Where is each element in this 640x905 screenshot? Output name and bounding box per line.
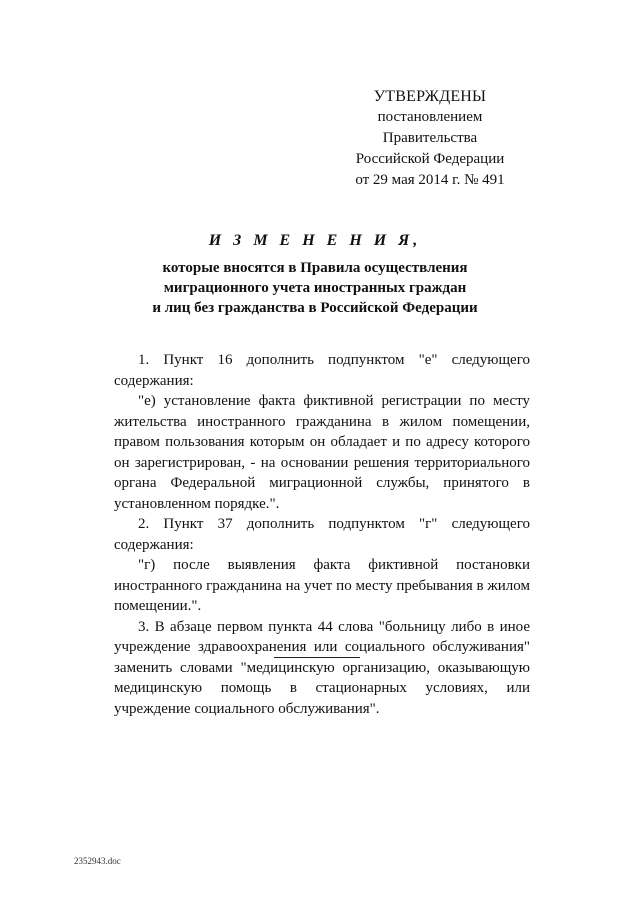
document-title-block bbox=[100, 232, 530, 318]
end-separator-line bbox=[274, 657, 360, 658]
document-file-code: 2352943.doc bbox=[74, 856, 121, 866]
approval-block bbox=[330, 86, 530, 191]
paragraph-item-1-text: "е) установление факта фиктивной регистрации по месту жительства иностранного гражданина в жилом помещении, правом пользования которым он обладает и по адресу которого он зарегистрирован, - на основании решения территориального органа Федеральной миграционной службы, принятого в установленном порядке.". bbox=[114, 393, 530, 512]
document-subtitle-line-2: миграционного учета иностранных граждан bbox=[163, 280, 467, 296]
paragraph-item-2-text: "г) после выявления факта фиктивной постановки иностранного гражданина на учет по месту пребывания в жилом помещении.". bbox=[114, 557, 530, 614]
document-subtitle-line-3: и лиц без гражданства в Российской Федерации bbox=[152, 300, 478, 316]
document-heading: И З М Е Н Е Н И Я, bbox=[208, 232, 422, 249]
paragraph-item-2: 2. Пункт 37 дополнить подпунктом "г" следующего содержания: bbox=[114, 516, 530, 553]
document-body bbox=[114, 350, 530, 719]
document-subtitle-line-1: которые вносятся в Правила осуществления bbox=[162, 260, 468, 276]
paragraph-item-3: 3. В абзаце первом пункта 44 слова "больницу либо в иное учреждение здравоохранения или социального обслуживания" заменить словами "медицинскую организацию, оказывающую медицинскую помощь в стационарных условиях, или учреждение социального обслуживания". bbox=[114, 618, 530, 717]
approval-line-1: постановлением Правительства bbox=[377, 109, 483, 146]
approval-line-2: Российской Федерации bbox=[355, 151, 505, 167]
approval-line-3: от 29 мая 2014 г. № 491 bbox=[355, 172, 505, 188]
approval-heading: УТВЕРЖДЕНЫ bbox=[373, 88, 487, 105]
paragraph-item-1: 1. Пункт 16 дополнить подпунктом "е" следующего содержания: bbox=[114, 352, 530, 389]
